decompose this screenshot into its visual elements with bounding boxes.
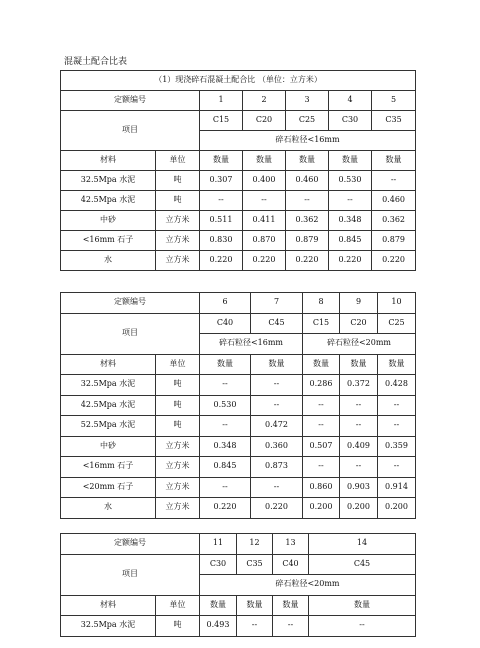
aggregate-note: 碎石粒径<16mm <box>200 334 303 355</box>
value-cell: 0.507 <box>303 436 340 457</box>
unit-header: 单位 <box>156 595 200 616</box>
value-cell: -- <box>303 457 340 478</box>
unit-cell: 吨 <box>156 191 200 211</box>
code-label: 定额编号 <box>61 534 200 555</box>
value-cell: -- <box>309 616 416 637</box>
code-label: 定额编号 <box>61 293 200 314</box>
grade-cell: C40 <box>200 313 251 334</box>
material-cell: 42.5Mpa 水泥 <box>61 191 156 211</box>
value-cell: 0.903 <box>340 477 378 498</box>
material-cell: <16mm 石子 <box>61 231 156 251</box>
unit-cell: 立方米 <box>156 436 200 457</box>
grade-cell: C20 <box>243 111 286 131</box>
material-header: 材料 <box>61 595 156 616</box>
value-cell: -- <box>340 395 378 416</box>
grade-cell: C40 <box>273 554 309 575</box>
code-cell: 2 <box>243 91 286 111</box>
value-cell: -- <box>251 395 303 416</box>
unit-header: 单位 <box>156 151 200 171</box>
qty-header: 数量 <box>303 354 340 375</box>
unit-cell: 立方米 <box>156 231 200 251</box>
value-cell: 0.860 <box>303 477 340 498</box>
header-row <box>61 595 416 616</box>
aggregate-note: 碎石粒径<20mm <box>303 334 416 355</box>
code-cell: 1 <box>200 91 243 111</box>
material-cell: 中砂 <box>61 436 156 457</box>
value-cell: 0.409 <box>340 436 378 457</box>
material-cell: 水 <box>61 498 156 519</box>
code-cell: 9 <box>340 293 378 314</box>
material-header: 材料 <box>61 151 156 171</box>
grade-cell: C20 <box>340 313 378 334</box>
value-cell: 0.879 <box>372 231 416 251</box>
value-cell: -- <box>273 616 309 637</box>
material-cell: 52.5Mpa 水泥 <box>61 416 156 437</box>
mix-ratio-table-2 <box>60 292 416 519</box>
mix-ratio-table-1 <box>60 70 416 271</box>
table-row <box>61 498 416 519</box>
material-cell: <16mm 石子 <box>61 457 156 478</box>
value-cell: 0.360 <box>251 436 303 457</box>
value-cell: -- <box>372 171 416 191</box>
qty-header: 数量 <box>200 595 237 616</box>
value-cell: -- <box>378 457 416 478</box>
code-cell: 14 <box>309 534 416 555</box>
code-cell: 11 <box>200 534 237 555</box>
value-cell: 0.460 <box>286 171 329 191</box>
code-cell: 4 <box>329 91 372 111</box>
value-cell: -- <box>200 477 251 498</box>
value-cell: 0.220 <box>329 251 372 271</box>
value-cell: 0.307 <box>200 171 243 191</box>
grade-cell: C30 <box>329 111 372 131</box>
value-cell: 0.845 <box>200 457 251 478</box>
value-cell: 0.348 <box>200 436 251 457</box>
value-cell: 0.879 <box>286 231 329 251</box>
value-cell: -- <box>340 457 378 478</box>
header-row <box>61 354 416 375</box>
value-cell: 0.914 <box>378 477 416 498</box>
grade-cell: C25 <box>286 111 329 131</box>
grade-row <box>61 554 416 575</box>
value-cell: -- <box>378 416 416 437</box>
value-cell: 0.511 <box>200 211 243 231</box>
qty-header: 数量 <box>378 354 416 375</box>
code-cell: 13 <box>273 534 309 555</box>
material-cell: 32.5Mpa 水泥 <box>61 171 156 191</box>
value-cell: 0.460 <box>372 191 416 211</box>
table-caption: （1）现浇碎石混凝土配合比 （单位：立方米） <box>61 71 416 91</box>
grade-cell: C15 <box>303 313 340 334</box>
table-row <box>61 171 416 191</box>
table-row <box>61 251 416 271</box>
value-cell: 0.200 <box>340 498 378 519</box>
unit-cell: 立方米 <box>156 477 200 498</box>
unit-cell: 立方米 <box>156 457 200 478</box>
code-row <box>61 293 416 314</box>
table-row <box>61 231 416 251</box>
header-row <box>61 151 416 171</box>
material-cell: 32.5Mpa 水泥 <box>61 375 156 396</box>
qty-header: 数量 <box>372 151 416 171</box>
value-cell: 0.472 <box>251 416 303 437</box>
value-cell: 0.362 <box>286 211 329 231</box>
value-cell: 0.845 <box>329 231 372 251</box>
value-cell: 0.359 <box>378 436 416 457</box>
table-row <box>61 457 416 478</box>
table-row <box>61 436 416 457</box>
grade-cell: C15 <box>200 111 243 131</box>
value-cell: 0.220 <box>372 251 416 271</box>
value-cell: 0.362 <box>372 211 416 231</box>
mix-ratio-table-3 <box>60 533 416 637</box>
grade-cell: C45 <box>251 313 303 334</box>
unit-cell: 立方米 <box>156 251 200 271</box>
value-cell: 0.220 <box>251 498 303 519</box>
grade-cell: C45 <box>309 554 416 575</box>
code-label: 定额编号 <box>61 91 200 111</box>
value-cell: 0.493 <box>200 616 237 637</box>
value-cell: 0.220 <box>286 251 329 271</box>
unit-cell: 立方米 <box>156 498 200 519</box>
unit-cell: 吨 <box>156 375 200 396</box>
unit-cell: 吨 <box>156 171 200 191</box>
unit-header: 单位 <box>156 354 200 375</box>
code-cell: 6 <box>200 293 251 314</box>
grade-cell: C25 <box>378 313 416 334</box>
aggregate-note: 碎石粒径<16mm <box>200 131 416 151</box>
table-row <box>61 616 416 637</box>
code-cell: 12 <box>237 534 273 555</box>
value-cell: -- <box>251 477 303 498</box>
table-row <box>61 191 416 211</box>
value-cell: -- <box>378 395 416 416</box>
unit-cell: 吨 <box>156 616 200 637</box>
material-cell: 42.5Mpa 水泥 <box>61 395 156 416</box>
value-cell: -- <box>200 191 243 211</box>
value-cell: 0.870 <box>243 231 286 251</box>
value-cell: -- <box>340 416 378 437</box>
value-cell: 0.372 <box>340 375 378 396</box>
value-cell: 0.400 <box>243 171 286 191</box>
value-cell: 0.220 <box>200 498 251 519</box>
value-cell: -- <box>286 191 329 211</box>
value-cell: -- <box>200 375 251 396</box>
value-cell: 0.220 <box>243 251 286 271</box>
item-label: 项目 <box>61 554 200 595</box>
value-cell: -- <box>251 375 303 396</box>
unit-cell: 吨 <box>156 395 200 416</box>
value-cell: 0.286 <box>303 375 340 396</box>
qty-header: 数量 <box>200 354 251 375</box>
code-cell: 7 <box>251 293 303 314</box>
table-row <box>61 416 416 437</box>
code-cell: 10 <box>378 293 416 314</box>
value-cell: -- <box>237 616 273 637</box>
qty-header: 数量 <box>200 151 243 171</box>
code-row <box>61 91 416 111</box>
code-row <box>61 534 416 555</box>
unit-cell: 吨 <box>156 416 200 437</box>
value-cell: 0.411 <box>243 211 286 231</box>
grade-cell: C35 <box>372 111 416 131</box>
qty-header: 数量 <box>286 151 329 171</box>
grade-cell: C30 <box>200 554 237 575</box>
qty-header: 数量 <box>329 151 372 171</box>
qty-header: 数量 <box>340 354 378 375</box>
qty-header: 数量 <box>273 595 309 616</box>
qty-header: 数量 <box>309 595 416 616</box>
value-cell: -- <box>200 416 251 437</box>
value-cell: -- <box>303 416 340 437</box>
material-cell: <20mm 石子 <box>61 477 156 498</box>
grade-row <box>61 313 416 334</box>
qty-header: 数量 <box>243 151 286 171</box>
material-header: 材料 <box>61 354 156 375</box>
value-cell: 0.200 <box>303 498 340 519</box>
code-cell: 5 <box>372 91 416 111</box>
value-cell: 0.428 <box>378 375 416 396</box>
material-cell: 水 <box>61 251 156 271</box>
table-row <box>61 375 416 396</box>
value-cell: 0.530 <box>200 395 251 416</box>
value-cell: 0.200 <box>378 498 416 519</box>
code-cell: 3 <box>286 91 329 111</box>
qty-header: 数量 <box>237 595 273 616</box>
value-cell: 0.220 <box>200 251 243 271</box>
aggregate-note: 碎石粒径<20mm <box>200 575 416 596</box>
material-cell: 32.5Mpa 水泥 <box>61 616 156 637</box>
item-label: 项目 <box>61 111 200 151</box>
item-label: 项目 <box>61 313 200 354</box>
grade-row <box>61 111 416 131</box>
unit-cell: 立方米 <box>156 211 200 231</box>
table-row <box>61 395 416 416</box>
document-title: 混凝土配合比表 <box>64 57 128 67</box>
grade-cell: C35 <box>237 554 273 575</box>
value-cell: 0.873 <box>251 457 303 478</box>
value-cell: 0.348 <box>329 211 372 231</box>
code-cell: 8 <box>303 293 340 314</box>
value-cell: 0.530 <box>329 171 372 191</box>
value-cell: -- <box>243 191 286 211</box>
table-row <box>61 477 416 498</box>
material-cell: 中砂 <box>61 211 156 231</box>
value-cell: -- <box>329 191 372 211</box>
value-cell: -- <box>303 395 340 416</box>
table-caption-row <box>61 71 416 91</box>
value-cell: 0.830 <box>200 231 243 251</box>
table-row <box>61 211 416 231</box>
qty-header: 数量 <box>251 354 303 375</box>
